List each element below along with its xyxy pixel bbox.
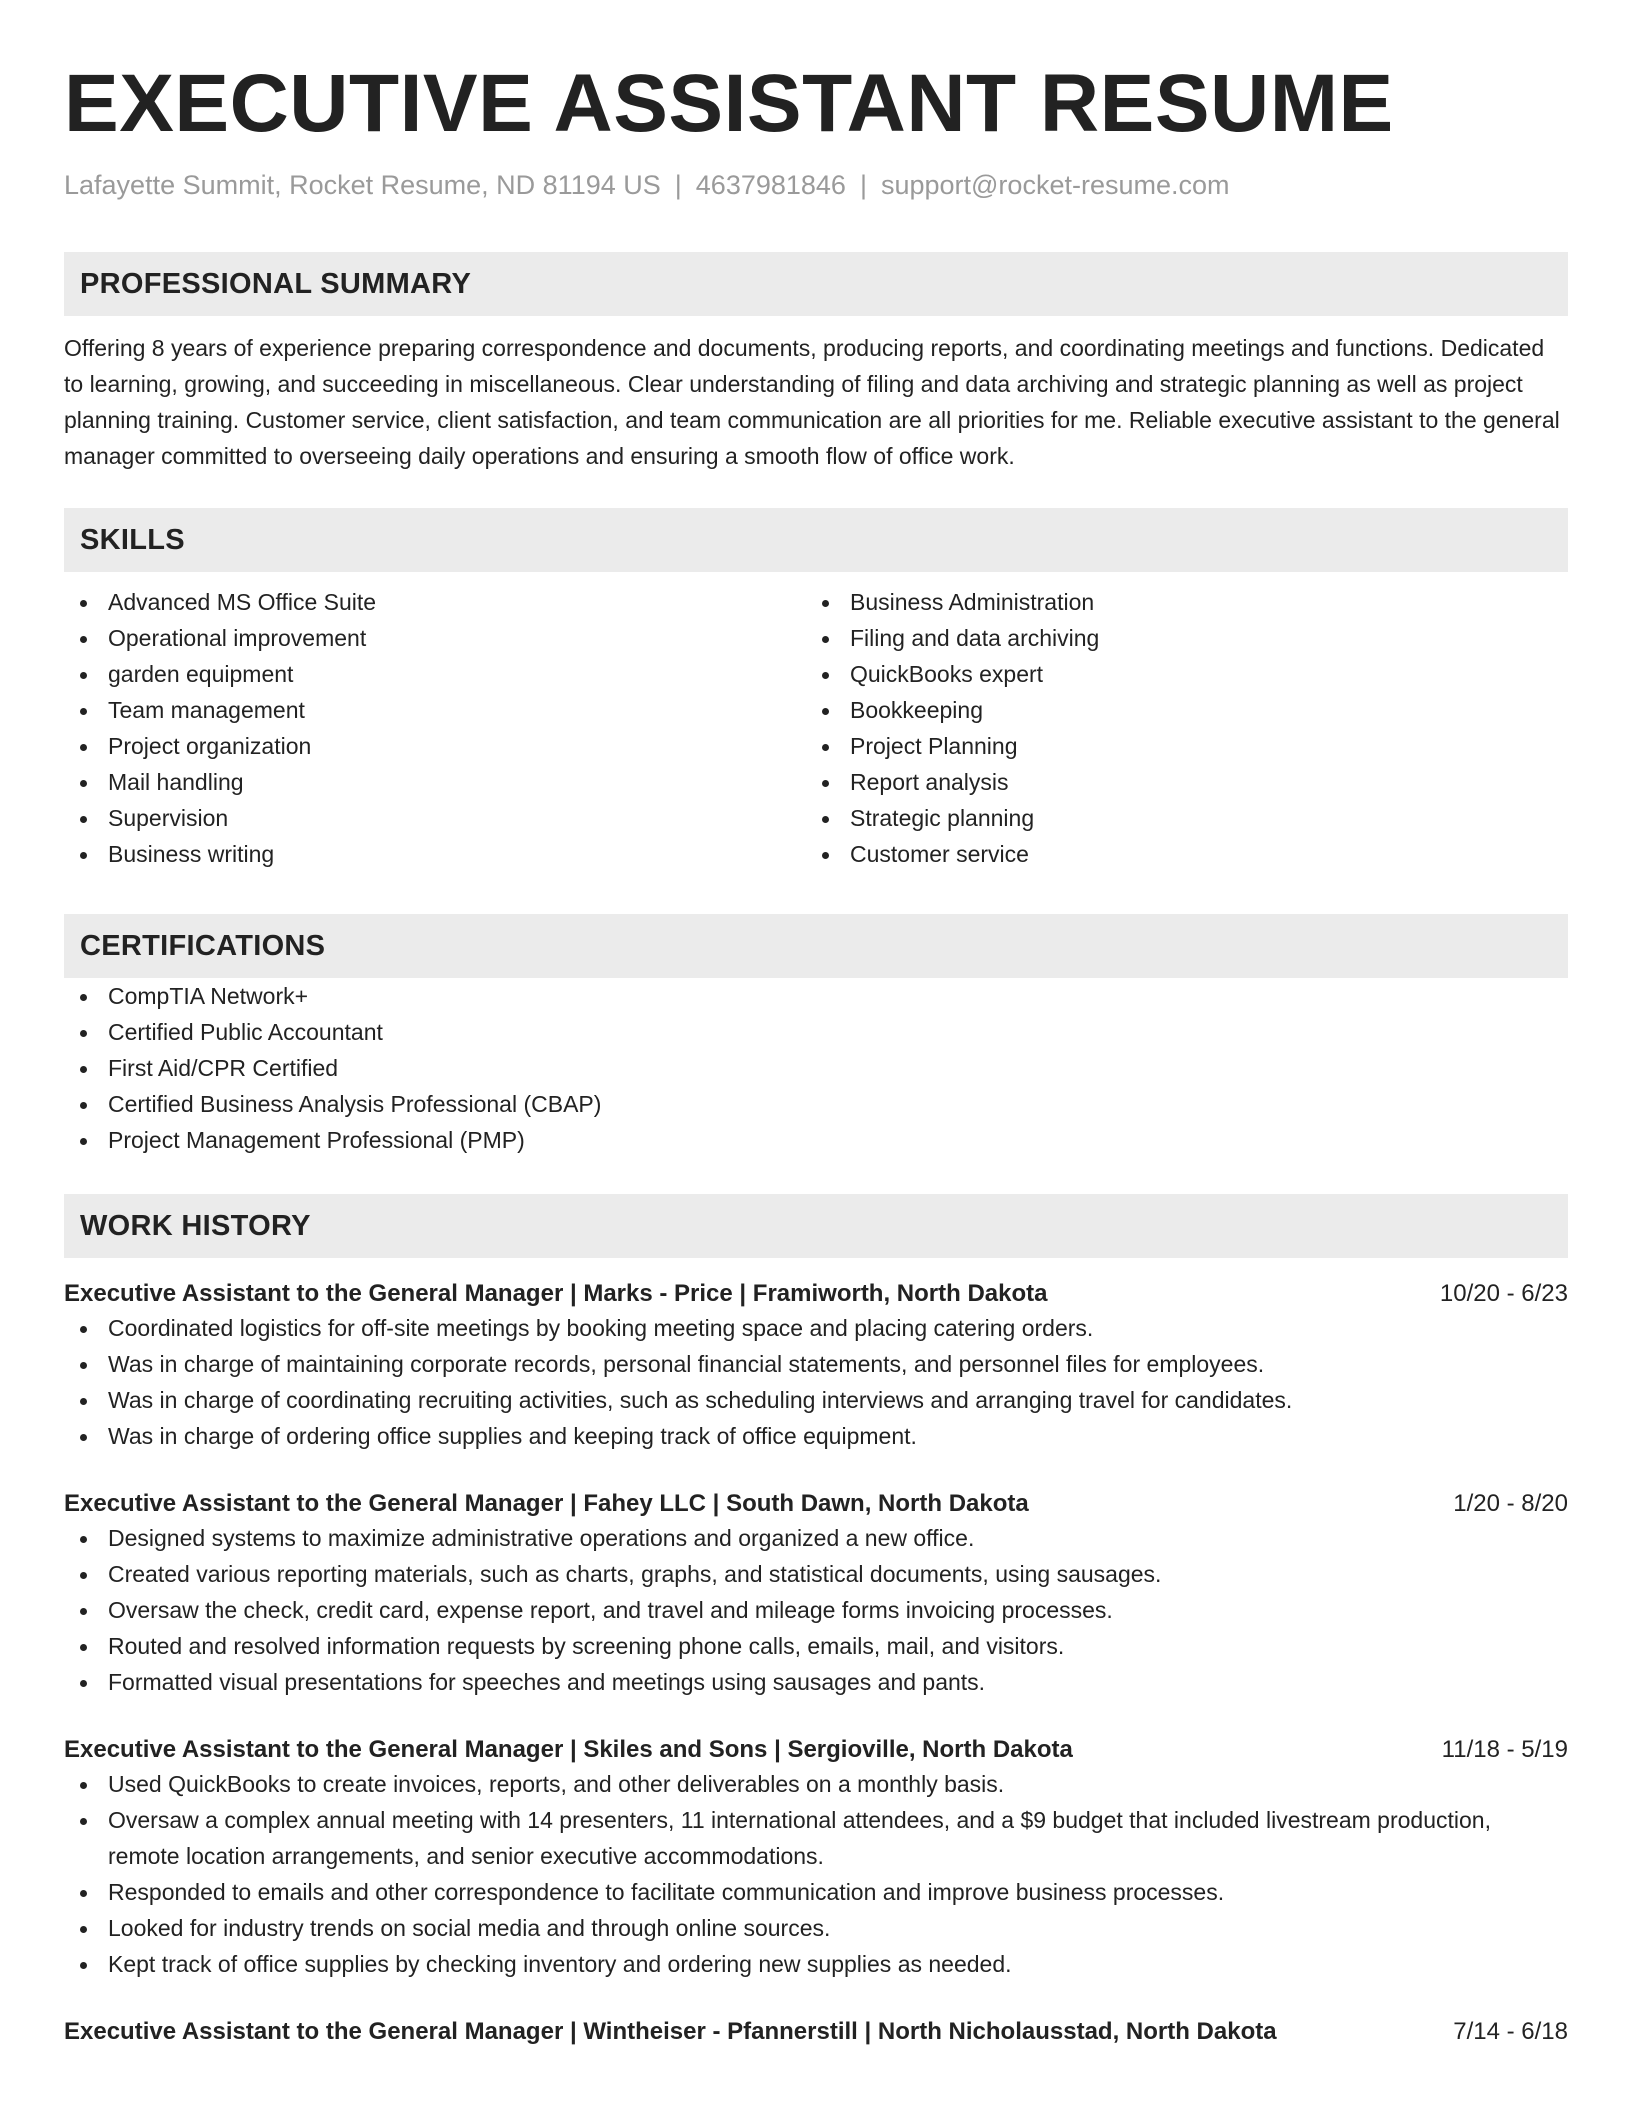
job-duty: Oversaw the check, credit card, expense report, and travel and mileage forms invoicing processes. bbox=[64, 1592, 1568, 1628]
skill-item: Filing and data archiving bbox=[806, 620, 1548, 656]
job-header bbox=[64, 1278, 1568, 1310]
certifications-section-header: CERTIFICATIONS bbox=[64, 914, 1568, 978]
contact-address: Lafayette Summit, Rocket Resume, ND 81194 US bbox=[64, 170, 661, 200]
job-duty: Coordinated logistics for off-site meetings by booking meeting space and placing catering orders. bbox=[64, 1310, 1568, 1346]
job-duty: Designed systems to maximize administrative operations and organized a new office. bbox=[64, 1520, 1568, 1556]
skill-item: Mail handling bbox=[64, 764, 806, 800]
job-duty: Kept track of office supplies by checking inventory and ordering new supplies as needed. bbox=[64, 1946, 1568, 1982]
contact-phone: 4637981846 bbox=[695, 170, 846, 200]
job-duties-list bbox=[64, 1310, 1568, 1454]
contact-separator: | bbox=[674, 170, 682, 200]
skill-item: Advanced MS Office Suite bbox=[64, 584, 806, 620]
skill-item: Strategic planning bbox=[806, 800, 1548, 836]
skill-item: Customer service bbox=[806, 836, 1548, 872]
job-title: Executive Assistant to the General Manager | Marks - Price | Framiworth, North Dakota bbox=[64, 1280, 1048, 1307]
skill-item: Business Administration bbox=[806, 584, 1548, 620]
job-title: Executive Assistant to the General Manager | Fahey LLC | South Dawn, North Dakota bbox=[64, 1490, 1029, 1517]
certification-item: Project Management Professional (PMP) bbox=[64, 1122, 1568, 1158]
skills-column-right bbox=[806, 584, 1548, 872]
summary-section-header: PROFESSIONAL SUMMARY bbox=[64, 252, 1568, 316]
skill-item: Project Planning bbox=[806, 728, 1548, 764]
contact-line bbox=[64, 168, 1568, 202]
skills-section-header: SKILLS bbox=[64, 508, 1568, 572]
skill-item: Report analysis bbox=[806, 764, 1548, 800]
contact-separator: | bbox=[859, 170, 867, 200]
certifications-list bbox=[64, 978, 1568, 1158]
job-duty: Was in charge of coordinating recruiting activities, such as scheduling interviews and arranging travel for candidates. bbox=[64, 1382, 1568, 1418]
job-duties-list bbox=[64, 1520, 1568, 1700]
job-duty: Used QuickBooks to create invoices, reports, and other deliverables on a monthly basis. bbox=[64, 1766, 1568, 1802]
skill-item: Supervision bbox=[64, 800, 806, 836]
job-title: Executive Assistant to the General Manager | Wintheiser - Pfannerstill | North Nicholausstad, North Dakota bbox=[64, 2018, 1277, 2045]
certification-item: CompTIA Network+ bbox=[64, 978, 1568, 1014]
job-dates: 7/14 - 6/18 bbox=[1453, 2018, 1568, 2045]
skill-item: Bookkeeping bbox=[806, 692, 1548, 728]
job-duty: Looked for industry trends on social media and through online sources. bbox=[64, 1910, 1568, 1946]
job-dates: 11/18 - 5/19 bbox=[1441, 1736, 1568, 1763]
work-history-section-header: WORK HISTORY bbox=[64, 1194, 1568, 1258]
job-entry bbox=[64, 1734, 1568, 1982]
certification-item: Certified Business Analysis Professional (CBAP) bbox=[64, 1086, 1568, 1122]
skill-item: Team management bbox=[64, 692, 806, 728]
job-header bbox=[64, 1488, 1568, 1520]
job-duty: Formatted visual presentations for speeches and meetings using sausages and pants. bbox=[64, 1664, 1568, 1700]
job-entry bbox=[64, 1278, 1568, 1454]
skills-list-left bbox=[64, 584, 806, 872]
job-dates: 10/20 - 6/23 bbox=[1439, 1280, 1568, 1307]
job-duty: Responded to emails and other correspondence to facilitate communication and improve business processes. bbox=[64, 1874, 1568, 1910]
job-duty: Was in charge of maintaining corporate records, personal financial statements, and personnel files for employees. bbox=[64, 1346, 1568, 1382]
job-duties-list bbox=[64, 1766, 1568, 1982]
job-header bbox=[64, 2016, 1568, 2048]
job-duty: Oversaw a complex annual meeting with 14 presenters, 11 international attendees, and a $9 budget that included livestream production, remote location arrangements, and senior executive accommodations. bbox=[64, 1802, 1568, 1874]
job-title: Executive Assistant to the General Manager | Skiles and Sons | Sergioville, North Dakota bbox=[64, 1736, 1073, 1763]
job-dates: 1/20 - 8/20 bbox=[1453, 1490, 1568, 1517]
skills-column-left bbox=[64, 584, 806, 872]
job-header bbox=[64, 1734, 1568, 1766]
skill-item: Operational improvement bbox=[64, 620, 806, 656]
contact-email: support@rocket-resume.com bbox=[880, 170, 1230, 200]
skill-item: Project organization bbox=[64, 728, 806, 764]
skill-item: QuickBooks expert bbox=[806, 656, 1548, 692]
skills-list-right bbox=[806, 584, 1548, 872]
summary-text: Offering 8 years of experience preparing correspondence and documents, producing reports, and coordinating meetings and functions. Dedicated to learning, growing, and succeeding in miscellaneous. Clear understanding of filing and data archiving and strategic planning as well as project planning training. Customer service, client satisfaction, and team communication are all priorities for me. Reliable executive assistant to the general manager committed to overseeing daily operations and ensuring a smooth flow of office work. bbox=[64, 335, 1560, 469]
skill-item: garden equipment bbox=[64, 656, 806, 692]
job-duty: Created various reporting materials, such as charts, graphs, and statistical documents, using sausages. bbox=[64, 1556, 1568, 1592]
certification-item: Certified Public Accountant bbox=[64, 1014, 1568, 1050]
resume-title: EXECUTIVE ASSISTANT RESUME bbox=[64, 58, 1394, 149]
job-duty: Routed and resolved information requests by screening phone calls, emails, mail, and visitors. bbox=[64, 1628, 1568, 1664]
job-duty: Was in charge of ordering office supplies and keeping track of office equipment. bbox=[64, 1418, 1568, 1454]
resume-page bbox=[64, 56, 1568, 2048]
skills-grid bbox=[64, 584, 1568, 872]
skill-item: Business writing bbox=[64, 836, 806, 872]
job-entry bbox=[64, 1488, 1568, 1700]
certification-item: First Aid/CPR Certified bbox=[64, 1050, 1568, 1086]
job-entry bbox=[64, 2016, 1568, 2048]
